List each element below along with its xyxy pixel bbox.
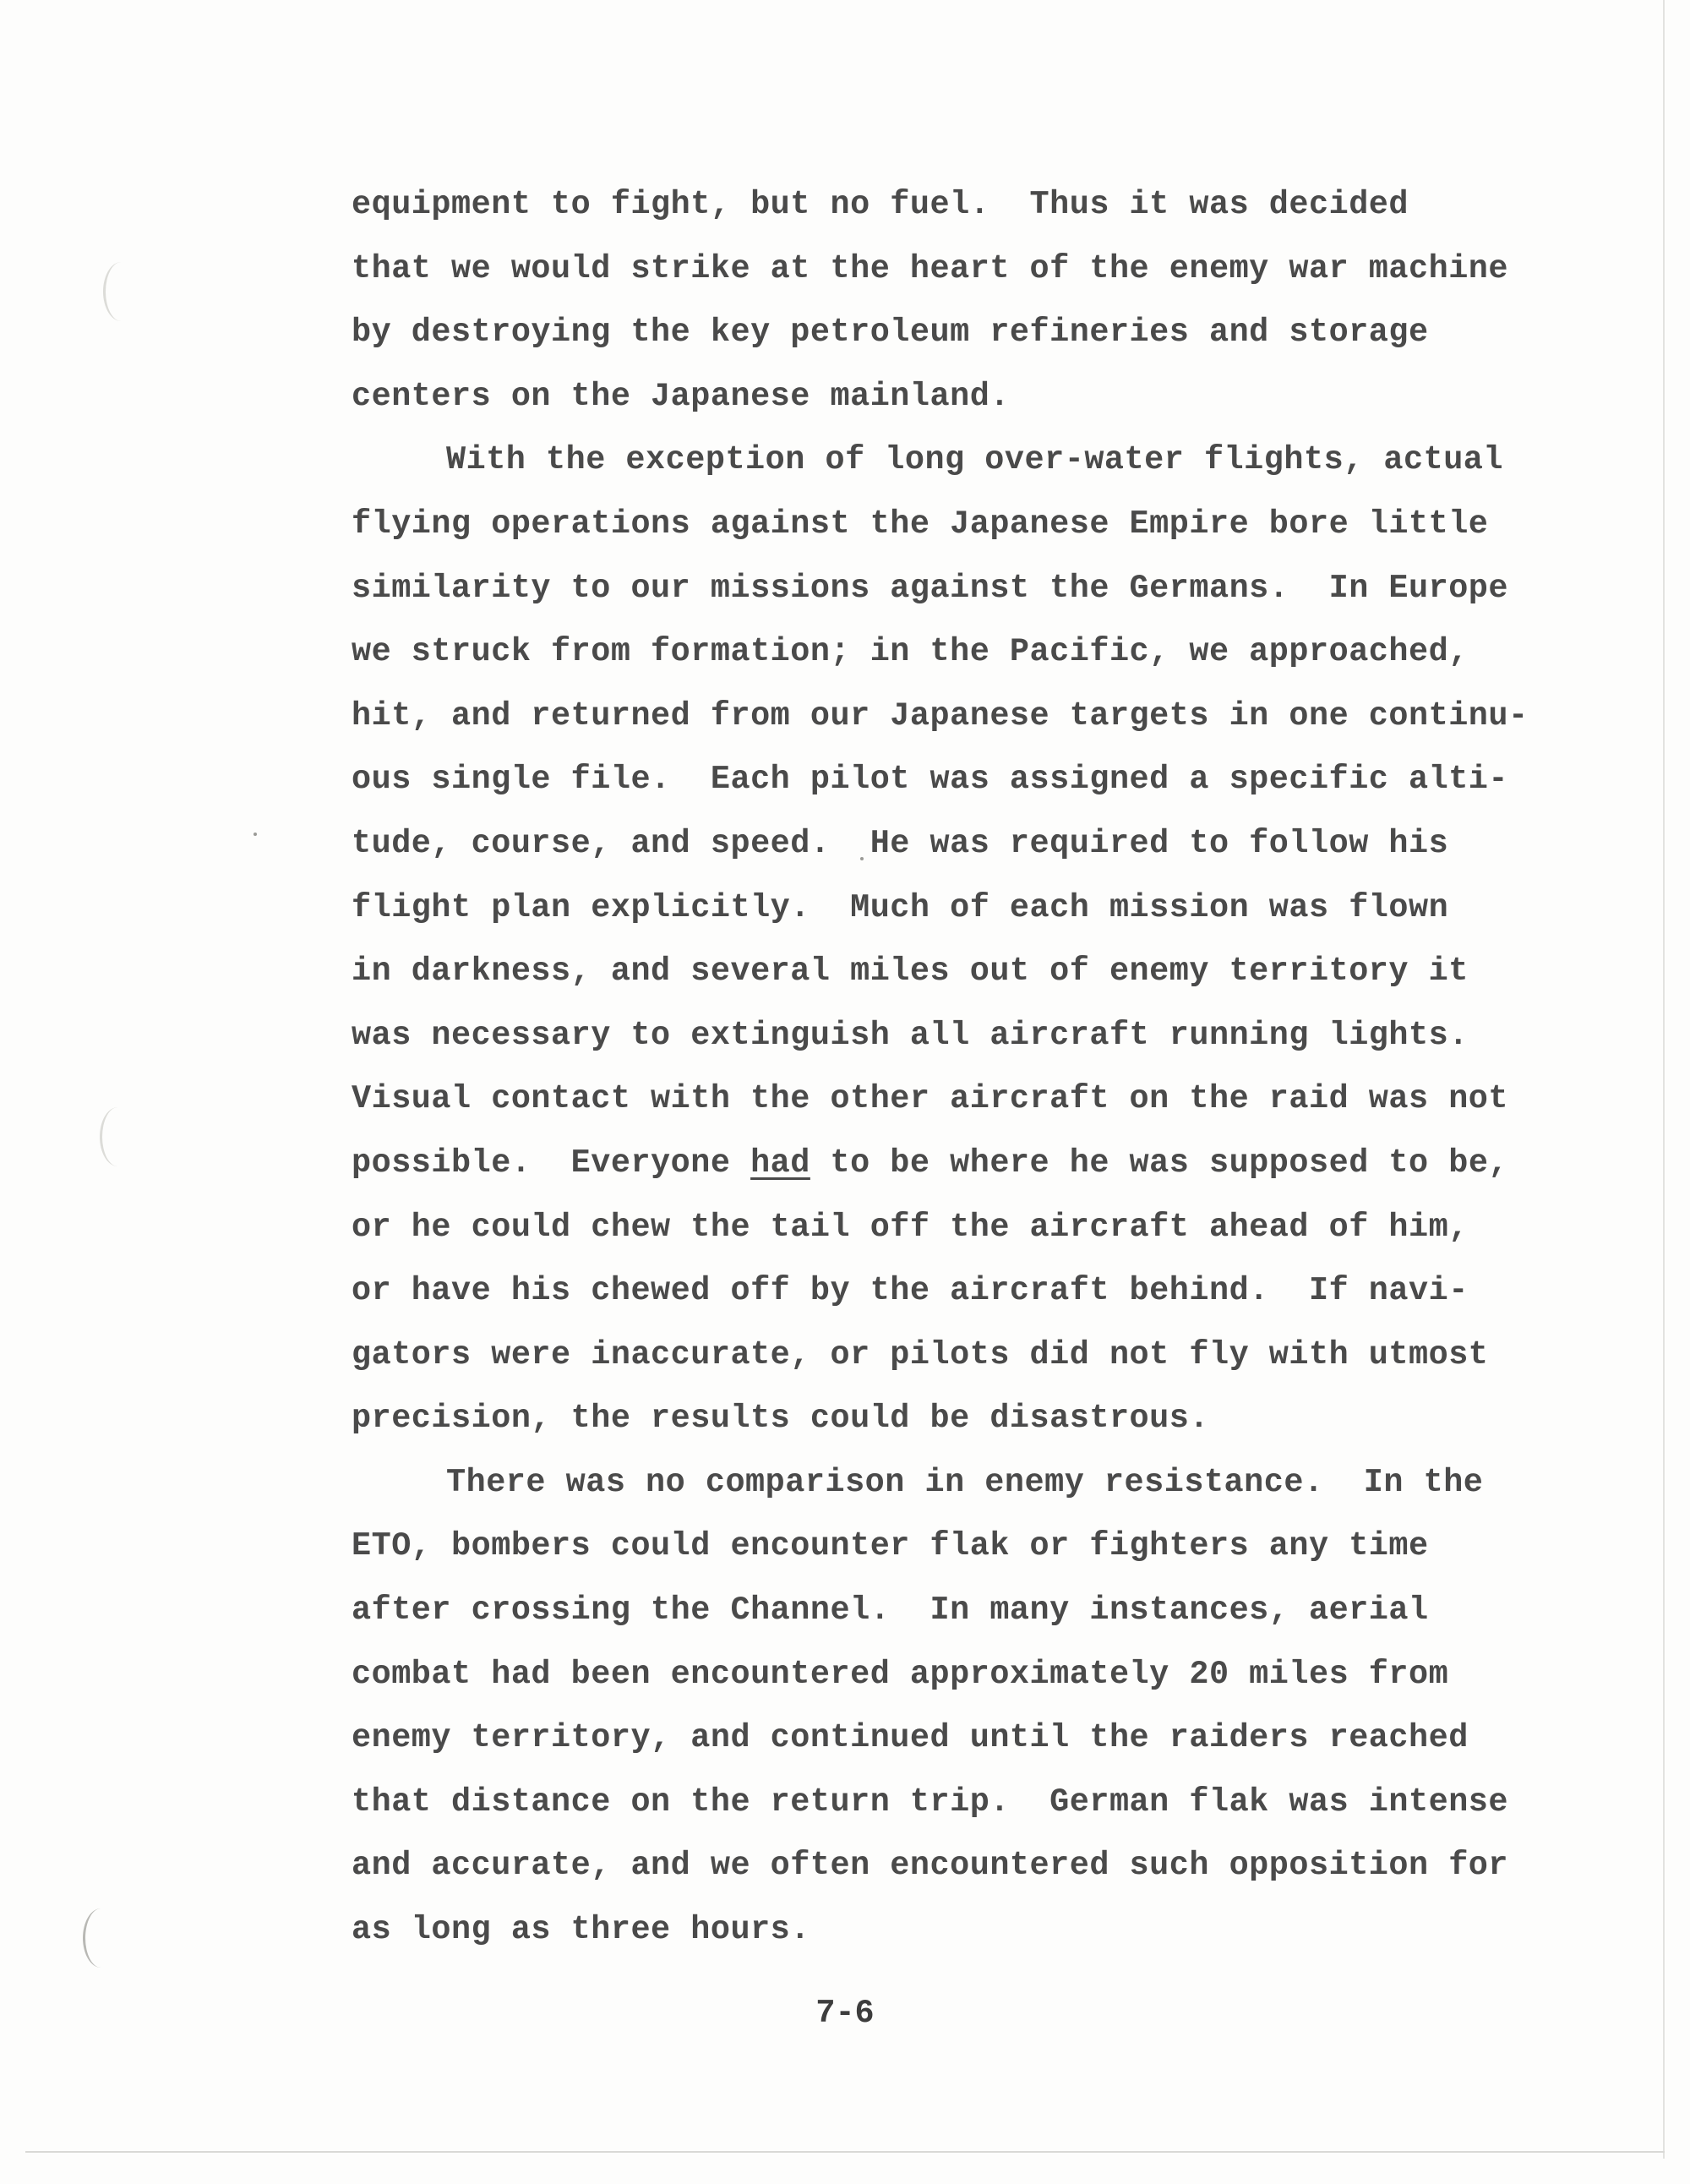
text-segment: possible. Everyone — [352, 1144, 751, 1182]
text-line: and accurate, and we often encountered such opposition for — [352, 1847, 1509, 1885]
body-text — [352, 173, 1529, 1963]
punch-hole-mark-bottom — [83, 1908, 119, 1968]
text-line: that distance on the return trip. German flak was intense — [352, 1783, 1509, 1821]
paragraph-start-line: With the exception of long over-water flights, actual — [446, 441, 1503, 479]
text-line: was necessary to extinguish all aircraft running lights. — [352, 1016, 1469, 1054]
text-line: precision, the results could be disastrous. — [352, 1400, 1209, 1438]
punch-hole-mark-top — [103, 262, 139, 321]
text-line: ETO, bombers could encounter flak or fighters any time — [352, 1527, 1429, 1565]
text-segment: to be where he was supposed to be, — [810, 1144, 1509, 1182]
page-number: 7-6 — [815, 1995, 875, 2032]
text-line: in darkness, and several miles out of enemy territory it — [352, 953, 1469, 991]
text-line: equipment to fight, but no fuel. Thus it was decided — [352, 186, 1409, 223]
text-line: as long as three hours. — [352, 1911, 810, 1949]
text-line: or he could chew the tail off the aircraft ahead of him, — [352, 1208, 1469, 1246]
page-edge-bottom — [25, 2151, 1665, 2153]
text-line: we struck from formation; in the Pacific, we approached, — [352, 633, 1469, 671]
text-line: that we would strike at the heart of the enemy war machine — [352, 249, 1509, 287]
text-line: flying operations against the Japanese Empire bore little — [352, 505, 1489, 543]
text-line: enemy territory, and continued until the raiders reached — [352, 1719, 1469, 1757]
text-line: centers on the Japanese mainland. — [352, 377, 1010, 415]
text-line-with-underline — [352, 1132, 1518, 1196]
text-line: Visual contact with the other aircraft on the raid was not — [352, 1080, 1509, 1118]
text-line: by destroying the key petroleum refineries and storage — [352, 314, 1429, 352]
text-line: hit, and returned from our Japanese targets in one continu- — [352, 696, 1529, 734]
text-line: after crossing the Channel. In many instances, aerial — [352, 1592, 1429, 1630]
text-line: similarity to our missions against the Germans. In Europe — [352, 569, 1509, 607]
text-line: ous single file. Each pilot was assigned a specific alti- — [352, 761, 1509, 799]
page-edge-right — [1663, 0, 1665, 2159]
text-line: gators were inaccurate, or pilots did not fly with utmost — [352, 1335, 1489, 1373]
text-line: combat had been encountered approximately 20 miles from — [352, 1655, 1449, 1693]
underlined-word: had — [750, 1144, 810, 1182]
text-line: tude, course, and speed. He was required to follow his — [352, 824, 1449, 862]
punch-hole-mark-middle — [100, 1107, 136, 1166]
paragraph-start-line: There was no comparison in enemy resistance. In the — [446, 1463, 1484, 1501]
paper-speck — [254, 833, 257, 836]
text-line: or have his chewed off by the aircraft behind. If navi- — [352, 1272, 1469, 1310]
text-line: flight plan explicitly. Much of each mission was flown — [352, 888, 1449, 926]
